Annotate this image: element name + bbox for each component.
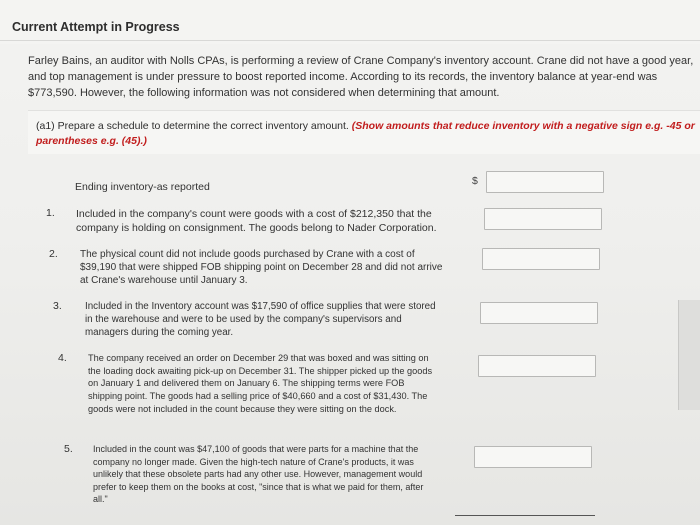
item-5-input[interactable] bbox=[474, 446, 592, 468]
part-a1-instruction: (Show amounts that reduce inventory with a negative sign e.g. -45 or parentheses e.g. (45).) bbox=[36, 120, 695, 147]
item-2-input[interactable] bbox=[482, 248, 600, 270]
part-a1-box bbox=[28, 110, 700, 154]
item-1-text: Included in the company's count were goods with a cost of $212,350 that the company is holding on consignment. The goods belong to Nader Corporation. bbox=[76, 208, 437, 234]
dollar-sign: $ bbox=[472, 175, 478, 187]
item-4-text: The company received an order on December 29 that was boxed and was sitting on the loading dock awaiting pick-up on December 31. The shipper picked up the goods on January 1 and delivered them on January 6. The shipping terms were FOB shipping point. The goods had a selling price of $40,660 and a cost of $31,430. The goods were not included in the count because they were sitting on the dock. bbox=[88, 353, 433, 414]
right-edge-panel bbox=[678, 300, 700, 410]
ending-inventory-label: Ending inventory-as reported bbox=[75, 181, 210, 193]
item-3-number: 3. bbox=[53, 300, 62, 312]
item-3-input[interactable] bbox=[480, 302, 598, 324]
item-4-number: 4. bbox=[58, 352, 67, 364]
ending-inventory-input[interactable] bbox=[486, 171, 604, 193]
item-2-text: The physical count did not include goods purchased by Crane with a cost of $39,190 that were shipped FOB shipping point on December 28 and did not arrive at Crane's warehouse until January 3. bbox=[80, 249, 443, 286]
item-1-input[interactable] bbox=[484, 208, 602, 230]
total-underline bbox=[455, 515, 595, 516]
header-strip bbox=[0, 0, 700, 44]
item-1-number: 1. bbox=[46, 207, 55, 219]
item-5-number: 5. bbox=[64, 443, 73, 455]
item-5-text: Included in the count was $47,100 of goods that were parts for a machine that the company no longer made. Given the high-tech nature of Crane's products, it was unlikely that these obsolete parts had any other use. However, management would prefer to keep them on the books at cost, "since that is what we paid for them, after all." bbox=[93, 444, 424, 504]
part-a1-text bbox=[36, 119, 696, 149]
problem-intro: Farley Bains, an auditor with Nolls CPAs, is performing a review of Crane Company's inventory account. Crane did not have a good year, and top management is under pressure to boost reported income. According to its records, the inventory balance at year-end was $773,590. However, the following information was not considered when determining that amount. bbox=[28, 55, 694, 99]
part-a1-prefix: (a1) Prepare a schedule to determine the correct inventory amount. bbox=[36, 120, 349, 132]
item-4-input[interactable] bbox=[478, 355, 596, 377]
item-3-text: Included in the Inventory account was $17,590 of office supplies that were stored in the warehouse and were to be used by the company's supervisors and managers during the coming year. bbox=[85, 301, 436, 338]
header-divider bbox=[0, 40, 700, 41]
page-title: Current Attempt in Progress bbox=[12, 20, 180, 34]
item-2-number: 2. bbox=[49, 248, 58, 260]
